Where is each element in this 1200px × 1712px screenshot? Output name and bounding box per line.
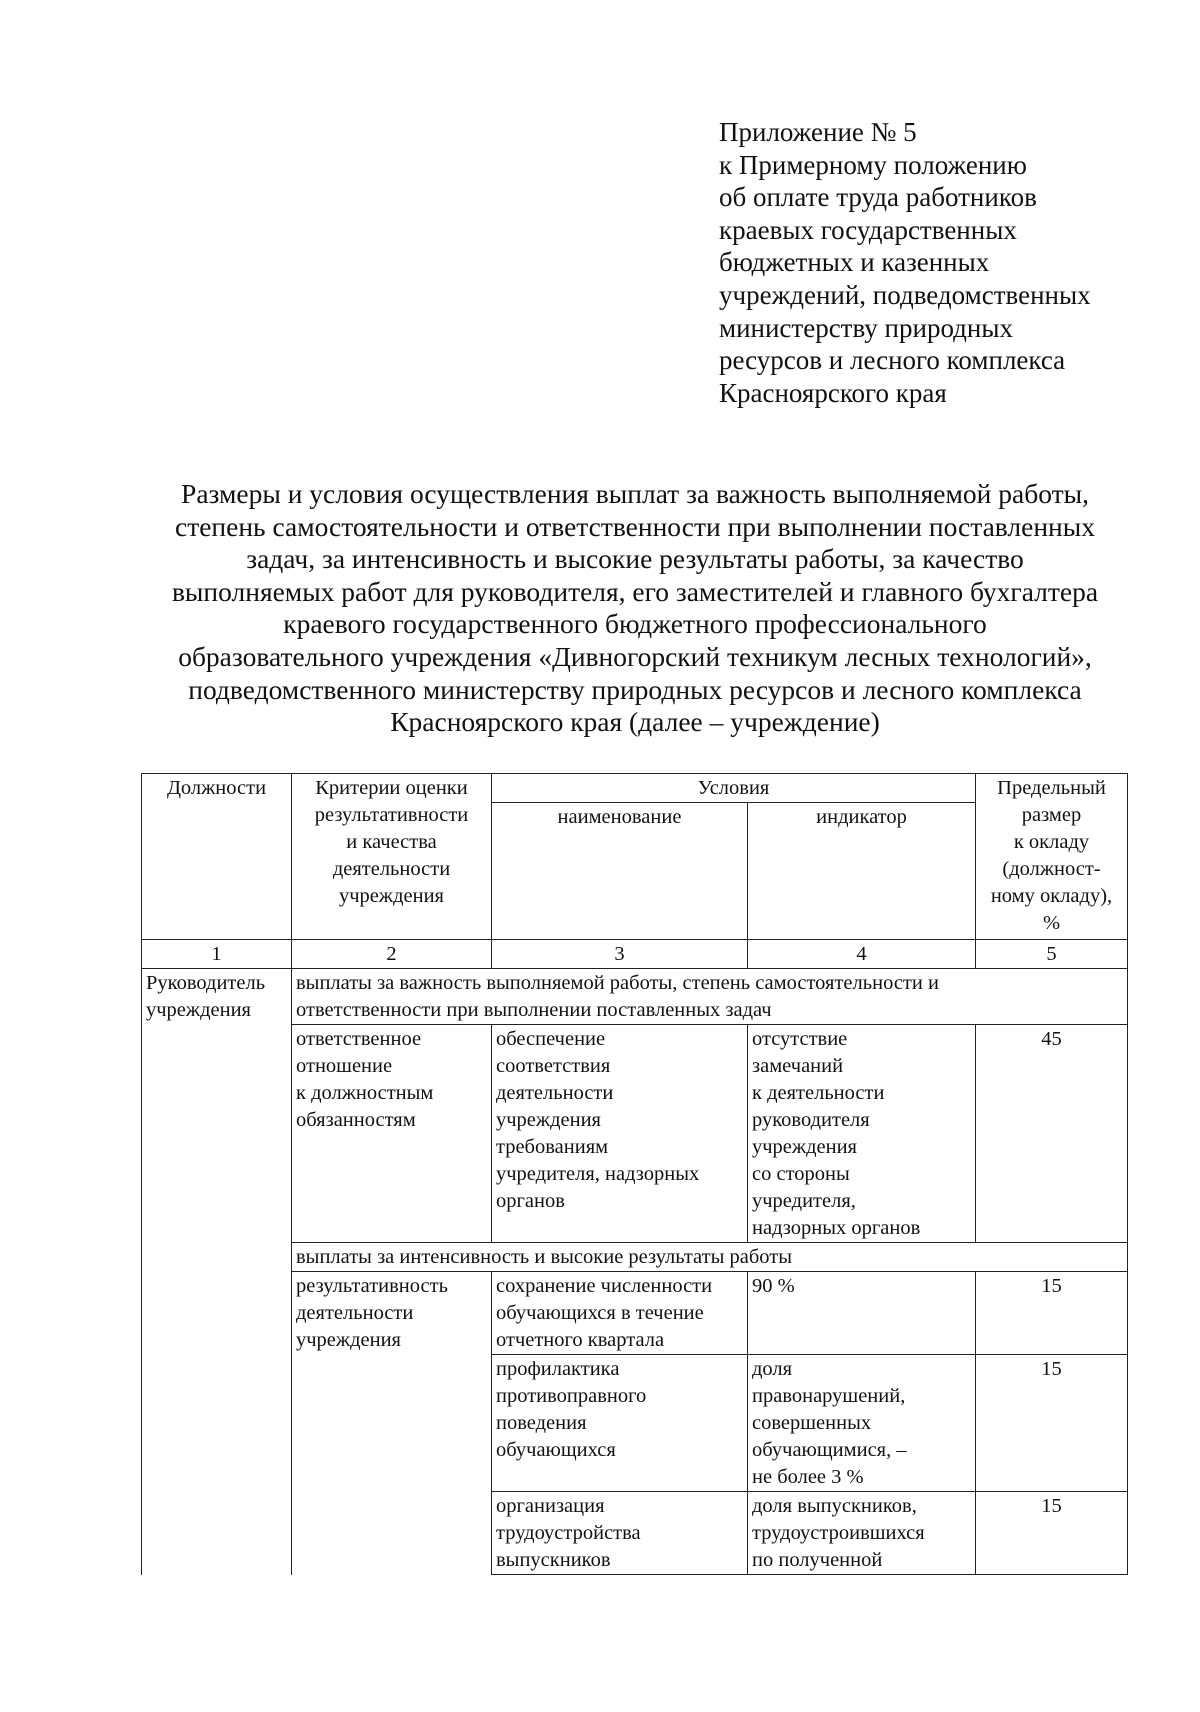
criterion-cell [292, 1025, 492, 1243]
column-number: 1 [142, 940, 292, 969]
indicator-line: замечаний [752, 1055, 844, 1077]
appendix-line: министерству природных [719, 312, 1014, 343]
name-line: учредителя, надзорных [496, 1163, 700, 1185]
name-line: отчетного квартала [496, 1329, 665, 1351]
name-line: организация [496, 1495, 605, 1517]
header-limit-line: к окладу [1013, 831, 1090, 853]
title-line: выполняемых работ для руководителя, его заместителей и главного бухгалтера [171, 575, 1099, 607]
indicator-line: отсутствие [752, 1028, 848, 1050]
column-number: 2 [292, 940, 492, 969]
title-line: подведомственного министерству природных ресурсов и лесного комплекса [188, 673, 1082, 705]
title-line: степень самостоятельности и ответственности при выполнении поставленных [174, 510, 1095, 542]
header-indicator [748, 803, 976, 940]
column-number: 4 [748, 940, 976, 969]
indicator-line: доля выпускников, [752, 1495, 917, 1517]
column-number: 5 [976, 940, 1128, 969]
value-cell: 15 [976, 1492, 1128, 1575]
title-line: образовательного учреждения «Дивногорский техникум лесных технологий», [178, 640, 1092, 672]
value-cell: 45 [976, 1025, 1128, 1243]
indicator-line: к деятельности [752, 1082, 885, 1104]
header-limit-line: (должност- [1002, 858, 1101, 880]
criterion-line: отношение [296, 1055, 393, 1077]
column-numbers-row [142, 940, 1128, 969]
name-line: трудоустройства [496, 1522, 641, 1544]
name-line: сохранение численности [496, 1275, 713, 1297]
section2-title [292, 1243, 1128, 1272]
appendix-line: Приложение № 5 [719, 117, 917, 147]
section1-title-line: выплаты за важность выполняемой работы, степень самостоятельности и [296, 972, 939, 994]
appendix-line: бюджетных и казенных [719, 247, 990, 278]
position-cell [142, 969, 292, 1575]
condition-name-cell [492, 1025, 748, 1243]
title-line: Размеры и условия осуществления выплат за важность выполняемой работы, [181, 478, 1089, 509]
name-line: обучающихся [496, 1439, 616, 1461]
indicator-cell [748, 1355, 976, 1492]
payments-table [141, 773, 1128, 1575]
header-limit-line: ному окладу), [990, 885, 1113, 907]
name-line: выпускников [496, 1549, 611, 1571]
name-line: профилактика [496, 1358, 620, 1380]
header-criteria-line: учреждения [339, 885, 444, 907]
condition-name-cell [492, 1355, 748, 1492]
position-line: Руководитель [146, 972, 266, 994]
indicator-line: 90 % [752, 1275, 795, 1297]
header-indicator-label: индикатор [816, 806, 907, 828]
header-limit-line: размер [1021, 804, 1082, 826]
section1-title-row [142, 969, 1128, 1025]
header-position-label: Должности [166, 777, 267, 799]
header-criteria-line: результативности [314, 804, 469, 826]
name-line: органов [496, 1190, 565, 1212]
criterion-line: ответственное [296, 1028, 422, 1050]
title-line: Красноярского края (далее – учреждение) [390, 706, 880, 738]
criterion-line: учреждения [296, 1329, 401, 1351]
column-number: 3 [492, 940, 748, 969]
header-criteria-line: Критерии оценки [315, 777, 468, 799]
table-header-row [142, 774, 1128, 803]
indicator-line: учредителя, [752, 1190, 856, 1212]
indicator-line: совершенных [752, 1412, 872, 1434]
indicator-line: не более 3 % [752, 1466, 864, 1488]
section2-title-line: выплаты за интенсивность и высокие результаты работы [296, 1246, 792, 1268]
section1-title-line: ответственности при выполнении поставленных задач [296, 999, 772, 1021]
value-cell: 15 [976, 1355, 1128, 1492]
appendix-line: Красноярского края [719, 377, 947, 408]
appendix-line: об оплате труда работников [719, 182, 1037, 213]
indicator-line: со стороны [752, 1163, 850, 1185]
appendix-header [719, 116, 1159, 409]
appendix-line: ресурсов и лесного комплекса [719, 345, 1066, 376]
criterion-line: деятельности [296, 1302, 414, 1324]
value-cell: 15 [976, 1272, 1128, 1355]
header-limit [976, 774, 1128, 940]
name-line: поведения [496, 1412, 587, 1434]
name-line: соответствия [496, 1055, 611, 1077]
appendix-line: к Примерному положению [719, 149, 1027, 180]
criterion-line: обязанностям [296, 1109, 416, 1131]
name-line: требованиям [496, 1136, 609, 1158]
indicator-cell [748, 1025, 976, 1243]
indicator-line: по полученной [752, 1549, 883, 1571]
header-criteria-line: деятельности [332, 858, 451, 880]
indicator-line: руководителя [752, 1109, 870, 1131]
header-conditions [492, 774, 976, 803]
indicator-cell [748, 1272, 976, 1355]
header-position [142, 774, 292, 940]
name-line: деятельности [496, 1082, 614, 1104]
indicator-line: обучающимися, – [752, 1439, 907, 1461]
indicator-line: учреждения [752, 1136, 857, 1158]
name-line: обеспечение [496, 1028, 606, 1050]
header-limit-line: % [1042, 912, 1061, 934]
header-criteria [292, 774, 492, 940]
position-line: учреждения [146, 999, 251, 1021]
title-line: задач, за интенсивность и высокие результаты работы, за качество [246, 543, 1024, 575]
header-conditions-label: Условия [697, 777, 770, 799]
condition-name-cell [492, 1272, 748, 1355]
name-line: обучающихся в течение [496, 1302, 704, 1324]
header-limit-line: Предельный [997, 777, 1106, 799]
indicator-line: правонарушений, [752, 1385, 906, 1407]
document-title [130, 478, 1140, 739]
appendix-line: учреждений, подведомственных [719, 279, 1091, 310]
indicator-line: доля [752, 1358, 793, 1380]
section1-title [292, 969, 1128, 1025]
indicator-cell [748, 1492, 976, 1575]
header-criteria-line: и качества [346, 831, 437, 853]
indicator-line: надзорных органов [752, 1217, 921, 1239]
criterion-cell [292, 1272, 492, 1575]
indicator-line: трудоустроившихся [752, 1522, 925, 1544]
appendix-line: краевых государственных [719, 214, 1017, 245]
header-name-label: наименование [557, 806, 682, 828]
criterion-line: результативность [296, 1275, 448, 1297]
condition-name-cell [492, 1492, 748, 1575]
name-line: учреждения [496, 1109, 601, 1131]
title-line: краевого государственного бюджетного профессионального [283, 608, 987, 640]
name-line: противоправного [496, 1385, 647, 1407]
criterion-line: к должностным [296, 1082, 434, 1104]
header-name [492, 803, 748, 940]
